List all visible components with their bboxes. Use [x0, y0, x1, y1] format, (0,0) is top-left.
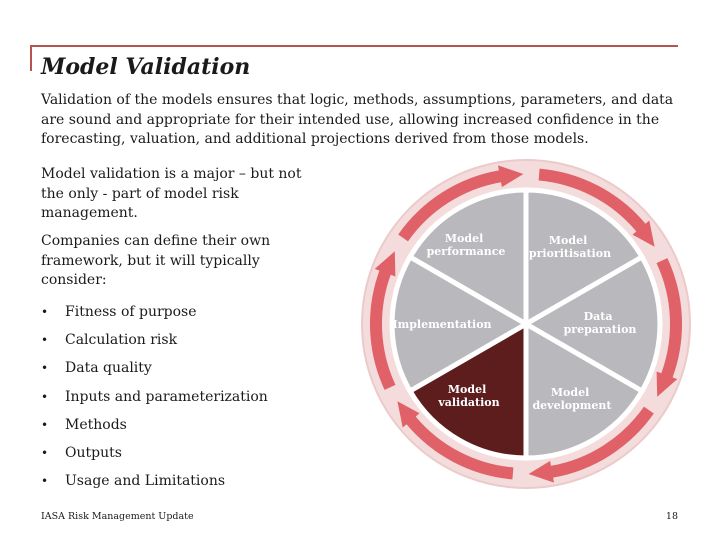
intro-paragraph: Validation of the models ensures that logic, methods, assumptions, parameters, and data are sound and appropriate for their intended use, allowing increased confidence in the forecasting, valuation, and additional projections derived from those models.: [41, 92, 674, 147]
list-item: [41, 326, 268, 354]
page-number: 18: [665, 511, 678, 522]
footer-text: IASA Risk Management Update: [41, 511, 194, 522]
framework-paragraph: Companies can define their own framework, but it will typically consider:: [41, 233, 271, 288]
list-item-text: Usage and Limitations: [65, 473, 226, 490]
list-item-text: Fitness of purpose: [65, 304, 197, 321]
bullet-icon: •: [41, 389, 49, 404]
bullet-icon: •: [41, 361, 49, 376]
segment-label-performance: Model performance: [426, 232, 506, 258]
list-item: [41, 383, 268, 411]
bullet-icon: •: [41, 417, 49, 432]
list-item-text: Methods: [65, 416, 127, 433]
bullet-icon: •: [41, 446, 49, 461]
consideration-list: [41, 298, 268, 495]
model-lifecycle-wheel: [360, 158, 692, 490]
segment-label-data-preparation: Data preparation: [563, 310, 637, 336]
list-item-text: Inputs and parameterization: [65, 388, 268, 405]
list-item-text: Outputs: [65, 445, 122, 462]
list-item-text: Calculation risk: [65, 332, 178, 349]
title-rule-horizontal: [30, 45, 678, 47]
list-item-text: Data quality: [65, 360, 152, 377]
segment-label-implementation: Implementation: [392, 318, 492, 331]
bullet-icon: •: [41, 305, 49, 320]
list-item: [41, 467, 268, 495]
slide-title: Model Validation: [41, 54, 251, 80]
list-item: [41, 298, 268, 326]
list-item: [41, 411, 268, 439]
lead-paragraph: Model validation is a major – but not the only - part of model risk management.: [41, 166, 302, 221]
bullet-icon: •: [41, 474, 49, 489]
segment-label-prioritisation: Model prioritisation: [528, 234, 612, 260]
list-item: [41, 354, 268, 382]
segment-label-development: Model development: [532, 386, 612, 412]
list-item: [41, 439, 268, 467]
bullet-icon: •: [41, 333, 49, 348]
title-rule-vertical: [30, 45, 32, 71]
segment-label-validation: Model validation: [438, 383, 500, 409]
